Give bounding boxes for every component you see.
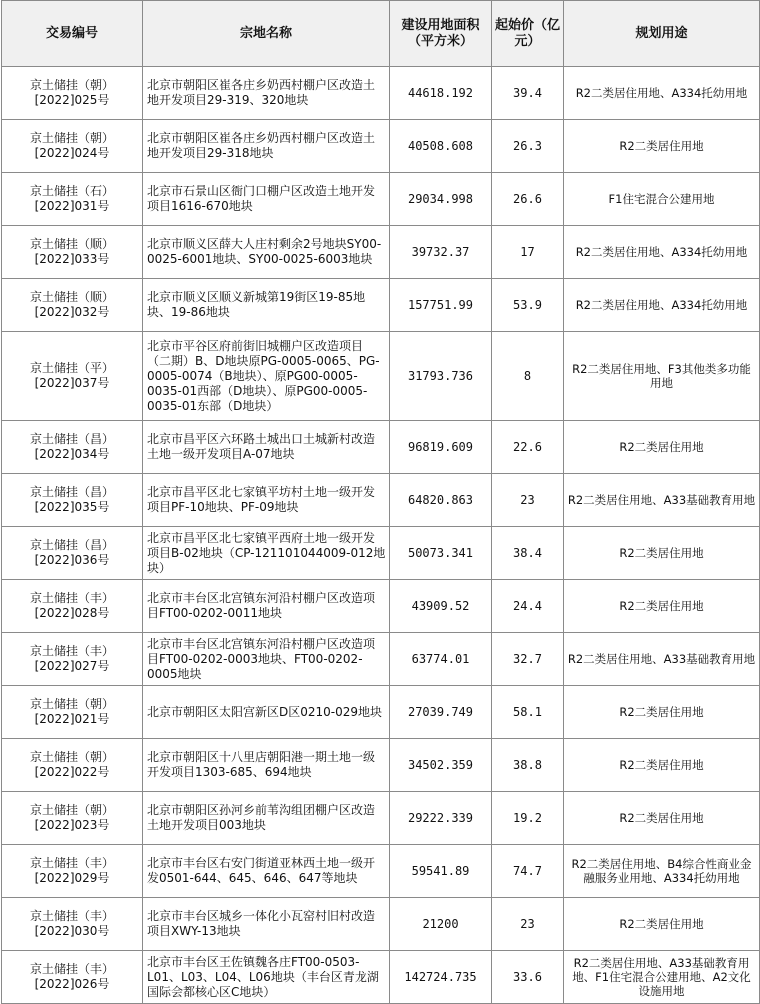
starting-price-cell: 26.6 xyxy=(492,173,564,226)
planned-use-cell: R2二类居住用地、A33基础教育用地 xyxy=(564,633,760,686)
parcel-name-cell: 北京市朝阳区孙河乡前苇沟组团棚户区改造土地开发项目003地块 xyxy=(143,792,390,845)
planned-use-cell: R2二类居住用地、A334托幼用地 xyxy=(564,226,760,279)
planned-use-cell: R2二类居住用地 xyxy=(564,421,760,474)
table-row xyxy=(2,332,760,421)
starting-price-cell: 8 xyxy=(492,332,564,421)
land-area-cell: 39732.37 xyxy=(390,226,492,279)
transaction-id-cell: 京土储挂（丰）[2022]026号 xyxy=(2,951,143,1004)
starting-price-cell: 19.2 xyxy=(492,792,564,845)
table-row xyxy=(2,580,760,633)
planned-use-cell: R2二类居住用地 xyxy=(564,120,760,173)
transaction-id-cell: 京土储挂（丰）[2022]027号 xyxy=(2,633,143,686)
land-area-cell: 50073.341 xyxy=(390,527,492,580)
land-area-cell: 27039.749 xyxy=(390,686,492,739)
starting-price-cell: 26.3 xyxy=(492,120,564,173)
transaction-id-cell: 京土储挂（朝）[2022]022号 xyxy=(2,739,143,792)
parcel-name-cell: 北京市丰台区王佐镇魏各庄FT00-0503-L01、L03、L04、L06地块（丰台区青龙湖国际会都核心区C地块） xyxy=(143,951,390,1004)
header-parcel-name: 宗地名称 xyxy=(143,1,390,67)
table-row xyxy=(2,421,760,474)
planned-use-cell: F1住宅混合公建用地 xyxy=(564,173,760,226)
planned-use-cell: R2二类居住用地 xyxy=(564,739,760,792)
starting-price-cell: 53.9 xyxy=(492,279,564,332)
transaction-id-cell: 京土储挂（石）[2022]031号 xyxy=(2,173,143,226)
transaction-id-cell: 京土储挂（顺）[2022]032号 xyxy=(2,279,143,332)
land-area-cell: 44618.192 xyxy=(390,67,492,120)
table-row xyxy=(2,739,760,792)
table-row xyxy=(2,845,760,898)
land-area-cell: 40508.608 xyxy=(390,120,492,173)
transaction-id-cell: 京土储挂（朝）[2022]021号 xyxy=(2,686,143,739)
land-area-cell: 63774.01 xyxy=(390,633,492,686)
planned-use-cell: R2二类居住用地 xyxy=(564,898,760,951)
table-row xyxy=(2,686,760,739)
starting-price-cell: 23 xyxy=(492,898,564,951)
header-land-area: 建设用地面积（平方米） xyxy=(390,1,492,67)
transaction-id-cell: 京土储挂（朝）[2022]023号 xyxy=(2,792,143,845)
planned-use-cell: R2二类居住用地 xyxy=(564,527,760,580)
parcel-name-cell: 北京市丰台区北宫镇东河沿村棚户区改造项目FT00-0202-0003地块、FT00-0202-0005地块 xyxy=(143,633,390,686)
parcel-name-cell: 北京市朝阳区十八里店朝阳港一期土地一级开发项目1303-685、694地块 xyxy=(143,739,390,792)
table-row xyxy=(2,527,760,580)
transaction-id-cell: 京土储挂（丰）[2022]028号 xyxy=(2,580,143,633)
transaction-id-cell: 京土储挂（昌）[2022]035号 xyxy=(2,474,143,527)
land-area-cell: 59541.89 xyxy=(390,845,492,898)
table-row xyxy=(2,67,760,120)
transaction-id-cell: 京土储挂（朝）[2022]025号 xyxy=(2,67,143,120)
parcel-name-cell: 北京市昌平区北七家镇平坊村土地一级开发项目PF-10地块、PF-09地块 xyxy=(143,474,390,527)
transaction-id-cell: 京土储挂（平）[2022]037号 xyxy=(2,332,143,421)
starting-price-cell: 23 xyxy=(492,474,564,527)
transaction-id-cell: 京土储挂（顺）[2022]033号 xyxy=(2,226,143,279)
land-area-cell: 29034.998 xyxy=(390,173,492,226)
table-row xyxy=(2,120,760,173)
planned-use-cell: R2二类居住用地 xyxy=(564,580,760,633)
starting-price-cell: 33.6 xyxy=(492,951,564,1004)
planned-use-cell: R2二类居住用地、A33基础教育用地 xyxy=(564,474,760,527)
parcel-name-cell: 北京市昌平区北七家镇平西府土地一级开发项目B-02地块（CP-121101044009-012地块） xyxy=(143,527,390,580)
table-row xyxy=(2,951,760,1004)
transaction-id-cell: 京土储挂（昌）[2022]036号 xyxy=(2,527,143,580)
starting-price-cell: 24.4 xyxy=(492,580,564,633)
land-area-cell: 64820.863 xyxy=(390,474,492,527)
table-row xyxy=(2,633,760,686)
header-starting-price: 起始价（亿元） xyxy=(492,1,564,67)
transaction-id-cell: 京土储挂（昌）[2022]034号 xyxy=(2,421,143,474)
land-area-cell: 157751.99 xyxy=(390,279,492,332)
planned-use-cell: R2二类居住用地 xyxy=(564,686,760,739)
parcel-name-cell: 北京市丰台区北宫镇东河沿村棚户区改造项目FT00-0202-0011地块 xyxy=(143,580,390,633)
planned-use-cell: R2二类居住用地、A334托幼用地 xyxy=(564,67,760,120)
table-row xyxy=(2,474,760,527)
table-body xyxy=(2,67,760,1004)
land-area-cell: 142724.735 xyxy=(390,951,492,1004)
table-row xyxy=(2,898,760,951)
header-planned-use: 规划用途 xyxy=(564,1,760,67)
table-header-row xyxy=(2,1,760,67)
starting-price-cell: 22.6 xyxy=(492,421,564,474)
table-row xyxy=(2,173,760,226)
land-area-cell: 43909.52 xyxy=(390,580,492,633)
land-area-cell: 29222.339 xyxy=(390,792,492,845)
starting-price-cell: 32.7 xyxy=(492,633,564,686)
parcel-name-cell: 北京市平谷区府前街旧城棚户区改造项目（二期）B、D地块原PG-0005-0065、PG-0005-0074（B地块）、原PG00-0005-0035-01西部（D地块）、原PG00-0005-0035-01东部（D地块） xyxy=(143,332,390,421)
transaction-id-cell: 京土储挂（丰）[2022]029号 xyxy=(2,845,143,898)
parcel-name-cell: 北京市昌平区六环路土城出口土城新村改造土地一级开发项目A-07地块 xyxy=(143,421,390,474)
parcel-name-cell: 北京市朝阳区崔各庄乡奶西村棚户区改造土地开发项目29-318地块 xyxy=(143,120,390,173)
parcel-name-cell: 北京市石景山区衙门口棚户区改造土地开发项目1616-670地块 xyxy=(143,173,390,226)
planned-use-cell: R2二类居住用地 xyxy=(564,792,760,845)
planned-use-cell: R2二类居住用地、F3其他类多功能用地 xyxy=(564,332,760,421)
land-area-cell: 34502.359 xyxy=(390,739,492,792)
table-row xyxy=(2,792,760,845)
land-auction-table xyxy=(1,0,760,1004)
planned-use-cell: R2二类居住用地、A334托幼用地 xyxy=(564,279,760,332)
starting-price-cell: 17 xyxy=(492,226,564,279)
header-transaction-id: 交易编号 xyxy=(2,1,143,67)
land-area-cell: 96819.609 xyxy=(390,421,492,474)
parcel-name-cell: 北京市朝阳区崔各庄乡奶西村棚户区改造土地开发项目29-319、320地块 xyxy=(143,67,390,120)
transaction-id-cell: 京土储挂（丰）[2022]030号 xyxy=(2,898,143,951)
planned-use-cell: R2二类居住用地、A33基础教育用地、F1住宅混合公建用地、A2文化设施用地 xyxy=(564,951,760,1004)
parcel-name-cell: 北京市顺义区薛大人庄村剩余2号地块SY00-0025-6001地块、SY00-0025-6003地块 xyxy=(143,226,390,279)
parcel-name-cell: 北京市朝阳区太阳宫新区D区0210-029地块 xyxy=(143,686,390,739)
transaction-id-cell: 京土储挂（朝）[2022]024号 xyxy=(2,120,143,173)
land-area-cell: 31793.736 xyxy=(390,332,492,421)
parcel-name-cell: 北京市丰台区城乡一体化小瓦窑村旧村改造项目XWY-13地块 xyxy=(143,898,390,951)
parcel-name-cell: 北京市丰台区右安门街道亚林西土地一级开发0501-644、645、646、647等地块 xyxy=(143,845,390,898)
starting-price-cell: 74.7 xyxy=(492,845,564,898)
starting-price-cell: 39.4 xyxy=(492,67,564,120)
starting-price-cell: 38.4 xyxy=(492,527,564,580)
starting-price-cell: 58.1 xyxy=(492,686,564,739)
table-row xyxy=(2,226,760,279)
planned-use-cell: R2二类居住用地、B4综合性商业金融服务业用地、A334托幼用地 xyxy=(564,845,760,898)
parcel-name-cell: 北京市顺义区顺义新城第19街区19-85地块、19-86地块 xyxy=(143,279,390,332)
land-area-cell: 21200 xyxy=(390,898,492,951)
table-row xyxy=(2,279,760,332)
starting-price-cell: 38.8 xyxy=(492,739,564,792)
